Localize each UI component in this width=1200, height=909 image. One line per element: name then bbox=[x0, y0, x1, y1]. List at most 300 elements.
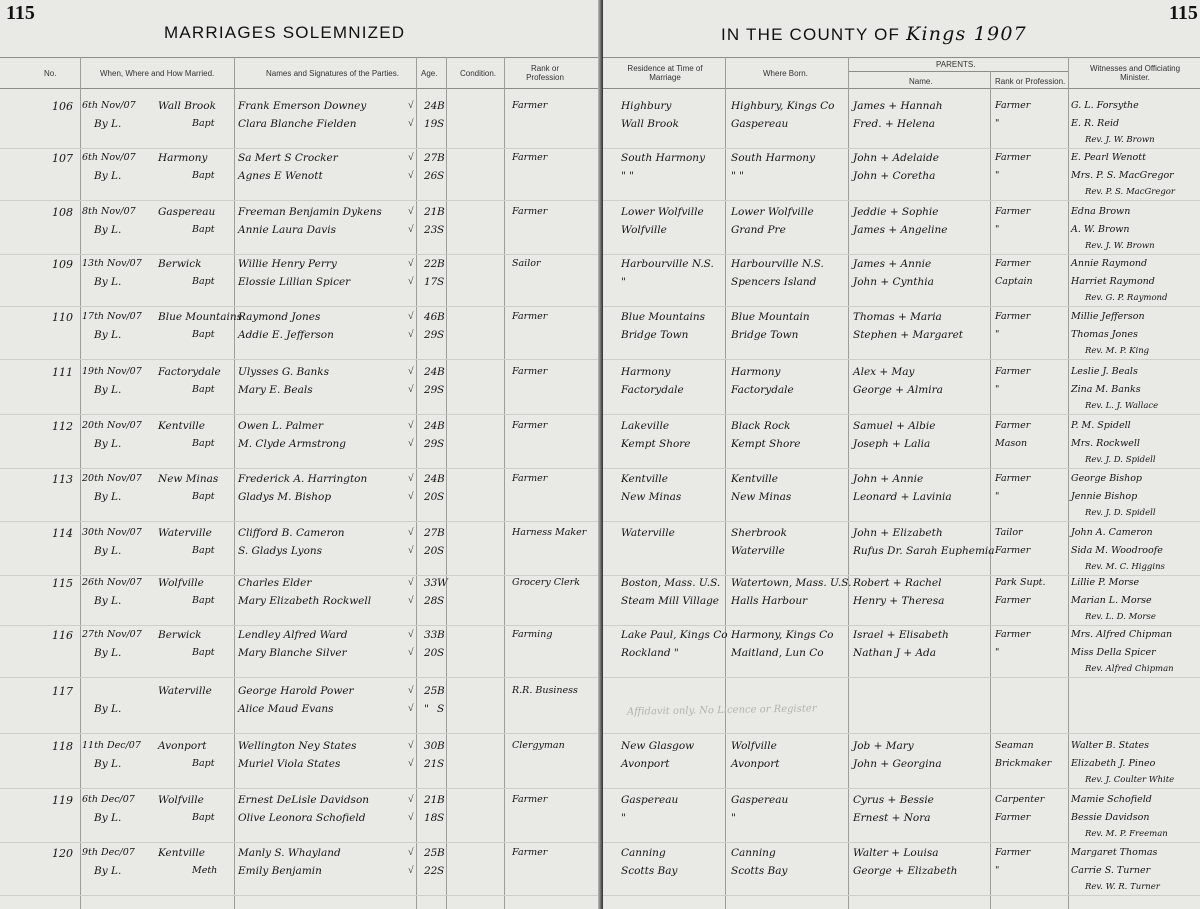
col-divider bbox=[416, 57, 417, 909]
groom-age: 24 bbox=[424, 420, 438, 432]
row-rule bbox=[0, 895, 602, 896]
groom-parents: James + Annie bbox=[853, 258, 932, 270]
bride-name: Gladys M. Bishop bbox=[238, 491, 332, 503]
header-rule-bottom bbox=[603, 88, 1200, 89]
groom-age: 24 bbox=[424, 473, 438, 485]
row-rule bbox=[0, 414, 602, 415]
religion: Bapt bbox=[192, 224, 215, 235]
officiating-minister: Rev. W. R. Turner bbox=[1085, 882, 1160, 892]
groom-birthplace: Highbury, Kings Co bbox=[731, 100, 835, 112]
marriage-method: By L. bbox=[94, 703, 122, 715]
witness-1: E. Pearl Wenott bbox=[1071, 152, 1146, 163]
religion: Bapt bbox=[192, 647, 215, 658]
groom-profession: R.R. Business bbox=[512, 685, 578, 696]
groom-parents-profession: Park Supt. bbox=[995, 577, 1046, 588]
bride-parents-profession: " bbox=[995, 491, 1000, 502]
marriage-place: Wall Brook bbox=[158, 100, 216, 112]
marriage-place: Kentville bbox=[158, 847, 205, 859]
witness-1: Millie Jefferson bbox=[1071, 311, 1145, 322]
header-rule-top bbox=[0, 57, 602, 58]
row-rule bbox=[603, 468, 1200, 469]
bride-name: S. Gladys Lyons bbox=[238, 545, 323, 557]
groom-condition: B bbox=[437, 527, 445, 539]
groom-residence: New Glasgow bbox=[621, 740, 695, 752]
groom-condition: B bbox=[437, 206, 445, 218]
groom-parents: Jeddie + Sophie bbox=[853, 206, 939, 218]
witness-2: Zina M. Banks bbox=[1071, 384, 1141, 395]
officiating-minister: Rev. G. P. Raymond bbox=[1085, 293, 1168, 303]
bride-name: Addie E. Jefferson bbox=[238, 329, 334, 341]
groom-name: Sa Mert S Crocker bbox=[238, 152, 338, 164]
bride-parents-profession: " bbox=[995, 329, 1000, 340]
witness-2: Elizabeth J. Pineo bbox=[1071, 758, 1156, 769]
row-rule bbox=[603, 842, 1200, 843]
groom-parents-profession: Farmer bbox=[995, 311, 1031, 322]
check-mark: √ bbox=[408, 438, 414, 449]
right-page-title-text: IN THE COUNTY OF bbox=[721, 25, 901, 44]
bride-condition: S bbox=[437, 491, 445, 503]
check-mark: √ bbox=[408, 420, 414, 431]
groom-age: 27 bbox=[424, 152, 438, 164]
bride-birthplace: Gaspereau bbox=[731, 118, 789, 130]
groom-residence: Waterville bbox=[621, 527, 675, 539]
groom-parents: John + Annie bbox=[853, 473, 924, 485]
groom-profession: Farmer bbox=[512, 420, 548, 431]
witness-2: E. R. Reid bbox=[1071, 118, 1120, 129]
groom-name: Raymond Jones bbox=[238, 311, 321, 323]
bride-parents-profession: Farmer bbox=[995, 595, 1031, 606]
groom-age: 21 bbox=[424, 206, 438, 218]
entry-number: 110 bbox=[52, 311, 73, 324]
bride-residence: Wall Brook bbox=[621, 118, 679, 130]
religion: Bapt bbox=[192, 491, 215, 502]
right-page-title bbox=[721, 23, 1027, 45]
check-mark: √ bbox=[408, 758, 414, 769]
groom-condition: B bbox=[437, 685, 445, 697]
officiating-minister: Rev. J. Coulter White bbox=[1085, 775, 1175, 785]
header-when: When, Where and How Married. bbox=[100, 69, 215, 78]
groom-birthplace: Blue Mountain bbox=[731, 311, 810, 323]
left-page-number: 115 bbox=[6, 2, 35, 24]
col-divider bbox=[725, 57, 726, 909]
groom-age: 24 bbox=[424, 100, 438, 112]
marriage-date: 11th Dec/07 bbox=[82, 740, 141, 751]
entry-number: 113 bbox=[52, 473, 73, 486]
header-rule-bottom bbox=[0, 88, 602, 89]
bride-name: Agnes E Wenott bbox=[238, 170, 323, 182]
witness-2: Marian L. Morse bbox=[1071, 595, 1152, 606]
marriage-date: 8th Nov/07 bbox=[82, 206, 136, 217]
header-parents-rank: Rank or Profession. bbox=[995, 77, 1066, 86]
row-rule bbox=[0, 306, 602, 307]
groom-profession: Farmer bbox=[512, 366, 548, 377]
check-mark: √ bbox=[408, 473, 414, 484]
groom-age: 33 bbox=[424, 629, 438, 641]
groom-birthplace: Kentville bbox=[731, 473, 778, 485]
groom-parents-profession: Farmer bbox=[995, 420, 1031, 431]
witness-2: Mrs. Rockwell bbox=[1071, 438, 1140, 449]
witness-2: Miss Della Spicer bbox=[1071, 647, 1156, 658]
bride-name: Elossie Lillian Spicer bbox=[238, 276, 351, 288]
groom-birthplace: Lower Wolfville bbox=[731, 206, 814, 218]
bride-residence: Factorydale bbox=[621, 384, 684, 396]
witness-2: Mrs. P. S. MacGregor bbox=[1071, 170, 1174, 181]
bride-age: 17 bbox=[424, 276, 438, 288]
bride-parents-profession: Farmer bbox=[995, 545, 1031, 556]
bride-parents-profession: " bbox=[995, 170, 1000, 181]
marriage-place: Wolfville bbox=[158, 794, 204, 806]
religion: Bapt bbox=[192, 118, 215, 129]
header-age: Age. bbox=[421, 69, 438, 78]
groom-parents-profession: Farmer bbox=[995, 629, 1031, 640]
bride-name: Olive Leonora Schofield bbox=[238, 812, 366, 824]
bride-age: 23 bbox=[424, 224, 438, 236]
groom-profession: Harness Maker bbox=[512, 527, 587, 538]
bride-age: 20 bbox=[424, 647, 438, 659]
entry-number: 109 bbox=[52, 258, 73, 271]
entry-number: 108 bbox=[52, 206, 73, 219]
marriage-method: By L. bbox=[94, 491, 122, 503]
marriage-date: 6th Nov/07 bbox=[82, 100, 136, 111]
groom-age: 33 bbox=[424, 577, 438, 589]
check-mark: √ bbox=[408, 577, 414, 588]
check-mark: √ bbox=[408, 366, 414, 377]
bride-parents: Stephen + Margaret bbox=[853, 329, 964, 341]
groom-condition: B bbox=[437, 473, 445, 485]
groom-age: 24 bbox=[424, 366, 438, 378]
check-mark: √ bbox=[408, 703, 414, 714]
witness-1: G. L. Forsythe bbox=[1071, 100, 1139, 111]
religion: Meth bbox=[192, 865, 218, 876]
groom-parents-profession: Carpenter bbox=[995, 794, 1045, 805]
row-rule bbox=[603, 414, 1200, 415]
bride-birthplace: Factorydale bbox=[731, 384, 794, 396]
bride-name: Annie Laura Davis bbox=[238, 224, 336, 236]
marriage-method: By L. bbox=[94, 118, 122, 130]
entry-number: 115 bbox=[52, 577, 73, 590]
bride-condition: S bbox=[437, 703, 445, 715]
bride-birthplace: Spencers Island bbox=[731, 276, 817, 288]
groom-birthplace: Watertown, Mass. U.S. bbox=[731, 577, 852, 589]
header-residence: Residence at Time of Marriage bbox=[627, 64, 703, 82]
marriage-place: Berwick bbox=[158, 629, 202, 641]
officiating-minister: Rev. J. W. Brown bbox=[1085, 241, 1155, 251]
bride-age: 22 bbox=[424, 865, 438, 877]
bride-condition: S bbox=[437, 329, 445, 341]
bride-birthplace: " bbox=[731, 812, 736, 824]
groom-name: Frank Emerson Downey bbox=[238, 100, 367, 112]
marriage-method: By L. bbox=[94, 865, 122, 877]
entry-number: 111 bbox=[52, 366, 73, 379]
officiating-minister: Rev. L. J. Wallace bbox=[1085, 401, 1159, 411]
check-mark: √ bbox=[408, 491, 414, 502]
groom-parents-profession: Farmer bbox=[995, 258, 1031, 269]
check-mark: √ bbox=[408, 100, 414, 111]
witness-2: Harriet Raymond bbox=[1071, 276, 1155, 287]
groom-residence: Harbourville N.S. bbox=[621, 258, 714, 270]
groom-parents: John + Elizabeth bbox=[853, 527, 943, 539]
check-mark: √ bbox=[408, 647, 414, 658]
bride-parents-profession: Mason bbox=[995, 438, 1028, 449]
row-rule bbox=[603, 200, 1200, 201]
marriage-method: By L. bbox=[94, 384, 122, 396]
groom-name: Ulysses G. Banks bbox=[238, 366, 330, 378]
col-divider bbox=[990, 71, 991, 909]
bride-residence: Wolfville bbox=[621, 224, 667, 236]
bride-condition: S bbox=[437, 758, 445, 770]
groom-birthplace: Black Rock bbox=[731, 420, 791, 432]
marriage-place: Gaspereau bbox=[158, 206, 216, 218]
groom-parents: Robert + Rachel bbox=[853, 577, 942, 589]
religion: Bapt bbox=[192, 170, 215, 181]
marriage-place: Kentville bbox=[158, 420, 205, 432]
marriage-method: By L. bbox=[94, 812, 122, 824]
bride-parents: Nathan J + Ada bbox=[853, 647, 937, 659]
groom-parents-profession: Farmer bbox=[995, 152, 1031, 163]
religion: Bapt bbox=[192, 384, 215, 395]
marriage-date: 20th Nov/07 bbox=[82, 473, 142, 484]
groom-residence: Kentville bbox=[621, 473, 668, 485]
groom-condition: B bbox=[437, 366, 445, 378]
bride-condition: S bbox=[437, 438, 445, 450]
marriage-place: Avonport bbox=[158, 740, 207, 752]
row-rule bbox=[603, 625, 1200, 626]
col-divider bbox=[446, 57, 447, 909]
groom-name: Clifford B. Cameron bbox=[238, 527, 345, 539]
groom-age: 21 bbox=[424, 794, 438, 806]
row-rule bbox=[603, 677, 1200, 678]
row-rule bbox=[603, 359, 1200, 360]
bride-residence: Kempt Shore bbox=[621, 438, 691, 450]
officiating-minister: Rev. P. S. MacGregor bbox=[1085, 187, 1175, 197]
witness-1: Annie Raymond bbox=[1071, 258, 1148, 269]
bride-parents-profession: " bbox=[995, 384, 1000, 395]
witness-2: Carrie S. Turner bbox=[1071, 865, 1151, 876]
bride-name: Clara Blanche Fielden bbox=[238, 118, 357, 130]
row-rule bbox=[603, 788, 1200, 789]
header-no: No. bbox=[44, 69, 57, 78]
bride-age: 20 bbox=[424, 545, 438, 557]
bride-condition: S bbox=[437, 812, 445, 824]
groom-parents: John + Adelaide bbox=[853, 152, 939, 164]
entry-number: 117 bbox=[52, 685, 73, 698]
groom-parents: Cyrus + Bessie bbox=[853, 794, 934, 806]
bride-residence: Scotts Bay bbox=[621, 865, 678, 877]
check-mark: √ bbox=[408, 527, 414, 538]
bride-birthplace: Halls Harbour bbox=[731, 595, 808, 607]
bride-age: 29 bbox=[424, 384, 438, 396]
bride-parents: John + Cynthia bbox=[853, 276, 934, 288]
bride-age: 26 bbox=[424, 170, 438, 182]
groom-profession: Farmer bbox=[512, 152, 548, 163]
groom-age: 30 bbox=[424, 740, 438, 752]
groom-residence: Highbury bbox=[621, 100, 672, 112]
groom-residence: Harmony bbox=[621, 366, 671, 378]
groom-birthplace: Canning bbox=[731, 847, 776, 859]
bride-age: 19 bbox=[424, 118, 438, 130]
witness-1: Lillie P. Morse bbox=[1071, 577, 1140, 588]
check-mark: √ bbox=[408, 685, 414, 696]
bride-name: Mary Elizabeth Rockwell bbox=[238, 595, 372, 607]
bride-age: 20 bbox=[424, 491, 438, 503]
witness-1: Edna Brown bbox=[1071, 206, 1131, 217]
witness-1: George Bishop bbox=[1071, 473, 1143, 484]
marriage-method: By L. bbox=[94, 647, 122, 659]
bride-birthplace: Kempt Shore bbox=[731, 438, 801, 450]
groom-name: Ernest DeLisle Davidson bbox=[238, 794, 370, 806]
row-rule bbox=[0, 148, 602, 149]
marriage-place: Harmony bbox=[158, 152, 208, 164]
groom-parents: Alex + May bbox=[853, 366, 915, 378]
bride-age: 29 bbox=[424, 329, 438, 341]
header-parents: PARENTS. bbox=[936, 60, 976, 69]
bride-condition: S bbox=[437, 545, 445, 557]
groom-age: 22 bbox=[424, 258, 438, 270]
religion: Bapt bbox=[192, 438, 215, 449]
row-rule bbox=[603, 306, 1200, 307]
marriage-method: By L. bbox=[94, 276, 122, 288]
entry-number: 107 bbox=[52, 152, 73, 165]
witness-1: Mamie Schofield bbox=[1071, 794, 1152, 805]
groom-profession: Farmer bbox=[512, 206, 548, 217]
groom-name: Lendley Alfred Ward bbox=[238, 629, 348, 641]
marriage-place: New Minas bbox=[158, 473, 219, 485]
groom-profession: Farmer bbox=[512, 473, 548, 484]
header-where-born: Where Born. bbox=[763, 69, 808, 78]
groom-parents-profession: Farmer bbox=[995, 366, 1031, 377]
bride-condition: S bbox=[437, 865, 445, 877]
bride-birthplace: Waterville bbox=[731, 545, 785, 557]
witness-2: Bessie Davidson bbox=[1071, 812, 1150, 823]
marriage-date: 30th Nov/07 bbox=[82, 527, 142, 538]
bride-parents: John + Coretha bbox=[853, 170, 936, 182]
groom-parents-profession: Farmer bbox=[995, 206, 1031, 217]
groom-residence: Lower Wolfville bbox=[621, 206, 704, 218]
bride-name: Mary Blanche Silver bbox=[238, 647, 347, 659]
bride-residence: " bbox=[621, 812, 626, 824]
witness-1: John A. Cameron bbox=[1071, 527, 1153, 538]
check-mark: √ bbox=[408, 329, 414, 340]
bride-parents: John + Georgina bbox=[853, 758, 942, 770]
groom-name: Frederick A. Harrington bbox=[238, 473, 368, 485]
religion: Bapt bbox=[192, 329, 215, 340]
bride-age: 18 bbox=[424, 812, 438, 824]
check-mark: √ bbox=[408, 595, 414, 606]
check-mark: √ bbox=[408, 794, 414, 805]
bride-condition: S bbox=[437, 595, 445, 607]
check-mark: √ bbox=[408, 276, 414, 287]
bride-residence: New Minas bbox=[621, 491, 682, 503]
officiating-minister: Rev. M. P. Freeman bbox=[1085, 829, 1168, 839]
header-rule-top bbox=[603, 57, 1200, 58]
header-condition: Condition. bbox=[460, 69, 497, 78]
groom-condition: B bbox=[437, 847, 445, 859]
check-mark: √ bbox=[408, 206, 414, 217]
row-rule bbox=[603, 733, 1200, 734]
witness-2: Sida M. Woodroofe bbox=[1071, 545, 1163, 556]
officiating-minister: Rev. J. D. Spidell bbox=[1085, 455, 1156, 465]
check-mark: √ bbox=[408, 170, 414, 181]
check-mark: √ bbox=[408, 118, 414, 129]
groom-age: 46 bbox=[424, 311, 438, 323]
groom-birthplace: Harmony, Kings Co bbox=[731, 629, 834, 641]
marriage-place: Waterville bbox=[158, 685, 212, 697]
officiating-minister: Rev. J. D. Spidell bbox=[1085, 508, 1156, 518]
groom-profession: Farmer bbox=[512, 794, 548, 805]
right-page-number: 115 bbox=[1169, 2, 1198, 24]
groom-name: Charles Elder bbox=[238, 577, 312, 589]
groom-name: Manly S. Whayland bbox=[238, 847, 341, 859]
bride-residence: Steam Mill Village bbox=[621, 595, 720, 607]
row-rule bbox=[603, 254, 1200, 255]
groom-residence: Lakeville bbox=[621, 420, 670, 432]
officiating-minister: Rev. J. W. Brown bbox=[1085, 135, 1155, 145]
bride-parents-profession: Brickmaker bbox=[995, 758, 1052, 769]
col-divider bbox=[848, 57, 849, 909]
bride-parents-profession: " bbox=[995, 224, 1000, 235]
groom-parents: Job + Mary bbox=[853, 740, 914, 752]
groom-birthplace: Wolfville bbox=[731, 740, 777, 752]
groom-residence: Blue Mountains bbox=[621, 311, 705, 323]
groom-birthplace: Harmony bbox=[731, 366, 781, 378]
register-note: Affidavit only. No Licence or Register bbox=[626, 703, 817, 718]
left-page-title: MARRIAGES SOLEMNIZED bbox=[164, 23, 406, 42]
bride-name: M. Clyde Armstrong bbox=[238, 438, 347, 450]
groom-name: Wellington Ney States bbox=[238, 740, 357, 752]
groom-birthplace: Sherbrook bbox=[731, 527, 787, 539]
row-rule bbox=[0, 468, 602, 469]
check-mark: √ bbox=[408, 812, 414, 823]
row-rule bbox=[0, 788, 602, 789]
groom-parents-profession: Farmer bbox=[995, 100, 1031, 111]
bride-name: Emily Benjamin bbox=[238, 865, 322, 877]
officiating-minister: Rev. M. P. King bbox=[1085, 346, 1150, 356]
row-rule bbox=[0, 575, 602, 576]
check-mark: √ bbox=[408, 384, 414, 395]
marriage-method: By L. bbox=[94, 329, 122, 341]
bride-parents: George + Elizabeth bbox=[853, 865, 958, 877]
check-mark: √ bbox=[408, 152, 414, 163]
marriage-date: 19th Nov/07 bbox=[82, 366, 142, 377]
bride-age: 21 bbox=[424, 758, 438, 770]
marriage-date: 27th Nov/07 bbox=[82, 629, 142, 640]
groom-condition: B bbox=[437, 258, 445, 270]
bride-residence: Avonport bbox=[621, 758, 670, 770]
bride-condition: S bbox=[437, 647, 445, 659]
bride-residence: Rockland " bbox=[621, 647, 679, 659]
groom-parents: James + Hannah bbox=[853, 100, 943, 112]
check-mark: √ bbox=[408, 847, 414, 858]
marriage-date: 26th Nov/07 bbox=[82, 577, 142, 588]
row-rule bbox=[0, 733, 602, 734]
bride-parents-profession: Farmer bbox=[995, 812, 1031, 823]
groom-parents-profession: Tailor bbox=[995, 527, 1023, 538]
groom-condition: W bbox=[437, 577, 448, 589]
groom-parents: Israel + Elisabeth bbox=[853, 629, 949, 641]
groom-parents: Walter + Louisa bbox=[853, 847, 939, 859]
groom-parents-profession: Farmer bbox=[995, 847, 1031, 858]
religion: Bapt bbox=[192, 758, 215, 769]
groom-age: 27 bbox=[424, 527, 438, 539]
col-divider bbox=[80, 57, 81, 909]
bride-parents-profession: " bbox=[995, 647, 1000, 658]
groom-parents-profession: Farmer bbox=[995, 473, 1031, 484]
right-page bbox=[603, 0, 1200, 909]
groom-residence: Lake Paul, Kings Co bbox=[621, 629, 728, 641]
groom-condition: B bbox=[437, 311, 445, 323]
groom-parents: Samuel + Albie bbox=[853, 420, 936, 432]
groom-age: 25 bbox=[424, 847, 438, 859]
